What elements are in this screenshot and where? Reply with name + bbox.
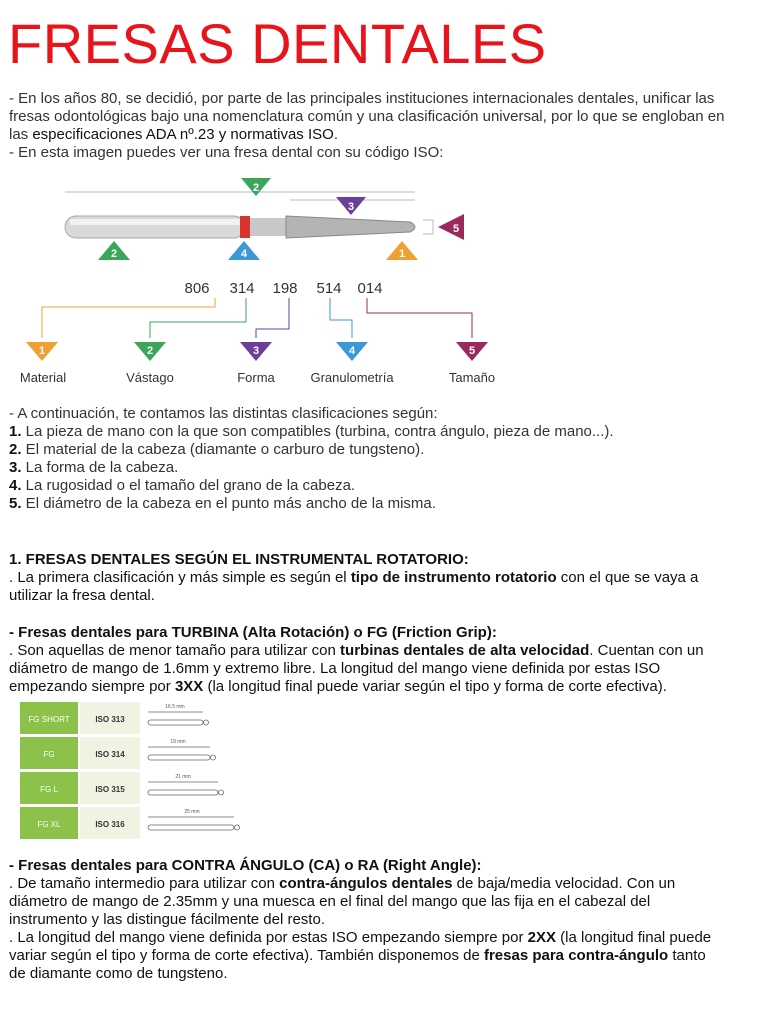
dimension-bracket xyxy=(423,220,433,234)
paragraph-line: empezando siempre por 3XX (la longitud final puede variar según el tipo y forma de corte efectiva). xyxy=(9,678,667,695)
intro-line: las especificaciones ADA nº.23 y normativas ISO. xyxy=(9,126,338,143)
fg-length: 16.5 mm xyxy=(165,704,185,710)
paragraph-line: variar según el tipo y forma de corte efectiva). También disponemos de fresas para contra-ángulo tanto xyxy=(9,947,706,964)
marker-4-neck xyxy=(228,241,260,260)
bur-shine xyxy=(70,219,240,225)
bur-tip xyxy=(219,790,224,795)
marker-1-head xyxy=(386,241,418,260)
svg-text:4: 4 xyxy=(240,248,248,260)
section-heading: - Fresas dentales para TURBINA (Alta Rotación) o FG (Friction Grip): xyxy=(9,624,497,641)
paragraph-line: instrumento y las distingue fácilmente del resto. xyxy=(9,911,325,928)
fg-iso-table xyxy=(20,700,245,842)
legend-label-size: Tamaño xyxy=(448,370,496,385)
svg-text:2: 2 xyxy=(252,182,260,194)
legend-marker-1 xyxy=(26,342,58,361)
connector-grit xyxy=(330,298,352,338)
fg-iso: ISO 314 xyxy=(95,750,125,759)
bur-tip xyxy=(204,720,209,725)
fg-type: FG XL xyxy=(37,820,61,829)
page-title: FRESAS DENTALES xyxy=(8,12,547,75)
legend-label-grit: Granulometría xyxy=(310,370,394,385)
paragraph-line: utilizar la fresa dental. xyxy=(9,587,155,604)
fg-type: FG SHORT xyxy=(28,715,70,724)
marker-5-side xyxy=(438,214,464,240)
bur-neck xyxy=(250,218,286,236)
bur-outline xyxy=(148,790,218,795)
turbina-section xyxy=(9,624,761,696)
svg-text:3: 3 xyxy=(347,201,355,213)
classification-intro: - A continuación, te contamos las distintas clasificaciones según: xyxy=(9,405,438,422)
fg-iso: ISO 315 xyxy=(95,785,125,794)
paragraph-line: . De tamaño intermedio para utilizar con contra-ángulos dentales de baja/media velocidad. Con un xyxy=(9,875,676,892)
section-heading: - Fresas dentales para CONTRA ÁNGULO (CA) o RA (Right Angle): xyxy=(9,857,482,874)
iso-code-figure xyxy=(10,170,510,392)
bur-ring xyxy=(240,216,250,238)
legend-label-material: Material xyxy=(19,370,67,385)
fg-length: 19 mm xyxy=(170,739,186,745)
paragraph-line: . Son aquellas de menor tamaño para utilizar con turbinas dentales de alta velocidad. Cuentan con un xyxy=(9,642,704,659)
intro-line: - En esta imagen puedes ver una fresa dental con su código ISO: xyxy=(9,144,444,161)
intro-paragraph xyxy=(9,90,761,162)
fg-iso: ISO 313 xyxy=(95,715,125,724)
contra-angulo-section xyxy=(9,857,761,983)
intro-link: especificaciones ADA nº.23 y normativas ISO xyxy=(32,126,334,143)
iso-code-grit: 514 xyxy=(316,280,342,297)
classification-list xyxy=(9,405,761,513)
bur-tip xyxy=(211,755,216,760)
paragraph-line: de diamante como de tungsteno. xyxy=(9,965,228,982)
fg-length: 25 mm xyxy=(184,809,200,815)
svg-text:2: 2 xyxy=(110,248,118,260)
connector-material xyxy=(42,298,215,338)
legend-label-shape: Forma xyxy=(237,370,275,385)
bur-outline xyxy=(148,720,203,725)
intro-line: fresas odontológicas bajo una nomenclatura común y una clasificación universal, por lo que se engloban en xyxy=(9,108,725,125)
connector-shape xyxy=(256,298,289,338)
legend-marker-2 xyxy=(134,342,166,361)
paragraph-line: diámetro de mango de 1.6mm y extremo libre. La longitud del mango viene definida por estas ISO xyxy=(9,660,661,677)
svg-text:3: 3 xyxy=(252,345,260,357)
fg-type: FG xyxy=(43,750,55,759)
section-heading: 1. FRESAS DENTALES SEGÚN EL INSTRUMENTAL ROTATORIO: xyxy=(9,551,469,568)
bur-outline xyxy=(148,755,210,760)
iso-code-material: 806 xyxy=(184,280,210,297)
marker-2-shank xyxy=(98,241,130,260)
svg-text:5: 5 xyxy=(452,223,460,235)
iso-code-shape: 198 xyxy=(272,280,298,297)
svg-text:1: 1 xyxy=(38,345,46,357)
bur-head xyxy=(286,216,415,238)
fg-type: FG L xyxy=(40,785,58,794)
legend-label-shank: Vástago xyxy=(126,370,174,385)
legend-marker-3 xyxy=(240,342,272,361)
paragraph-line: . La primera clasificación y más simple es según el tipo de instrumento rotatorio con el que se vaya a xyxy=(9,569,699,586)
connector-size xyxy=(367,298,472,338)
list-item: 2. El material de la cabeza (diamante o carburo de tungsteno). xyxy=(9,441,425,458)
legend-marker-5 xyxy=(456,342,488,361)
list-item: 3. La forma de la cabeza. xyxy=(9,459,179,476)
iso-code-shank: 314 xyxy=(229,280,255,297)
marker-2-top xyxy=(241,178,271,196)
legend-marker-4 xyxy=(336,342,368,361)
bur-tip xyxy=(235,825,240,830)
list-item: 5. El diámetro de la cabeza en el punto más ancho de la misma. xyxy=(9,495,436,512)
marker-3-top xyxy=(336,197,366,215)
fg-iso: ISO 316 xyxy=(95,820,125,829)
svg-text:5: 5 xyxy=(468,345,476,357)
connector-shank xyxy=(150,298,246,338)
list-item: 1. La pieza de mano con la que son compatibles (turbina, contra ángulo, pieza de mano...). xyxy=(9,423,614,440)
fg-length: 21 mm xyxy=(175,774,191,780)
svg-text:4: 4 xyxy=(348,345,356,357)
svg-text:2: 2 xyxy=(146,345,154,357)
paragraph-line: diámetro de mango de 2.35mm y una muesca en el final del mango que las fija en el cabezal del xyxy=(9,893,651,910)
iso-code-size: 014 xyxy=(357,280,383,297)
section1 xyxy=(9,551,761,605)
paragraph-line: . La longitud del mango viene definida por estas ISO empezando siempre por 2XX (la longitud final puede xyxy=(9,929,712,946)
bur-outline xyxy=(148,825,234,830)
intro-line: - En los años 80, se decidió, por parte de las principales instituciones internacionales dentales, unificar las xyxy=(9,90,715,107)
list-item: 4. La rugosidad o el tamaño del grano de la cabeza. xyxy=(9,477,356,494)
svg-text:1: 1 xyxy=(398,248,406,260)
